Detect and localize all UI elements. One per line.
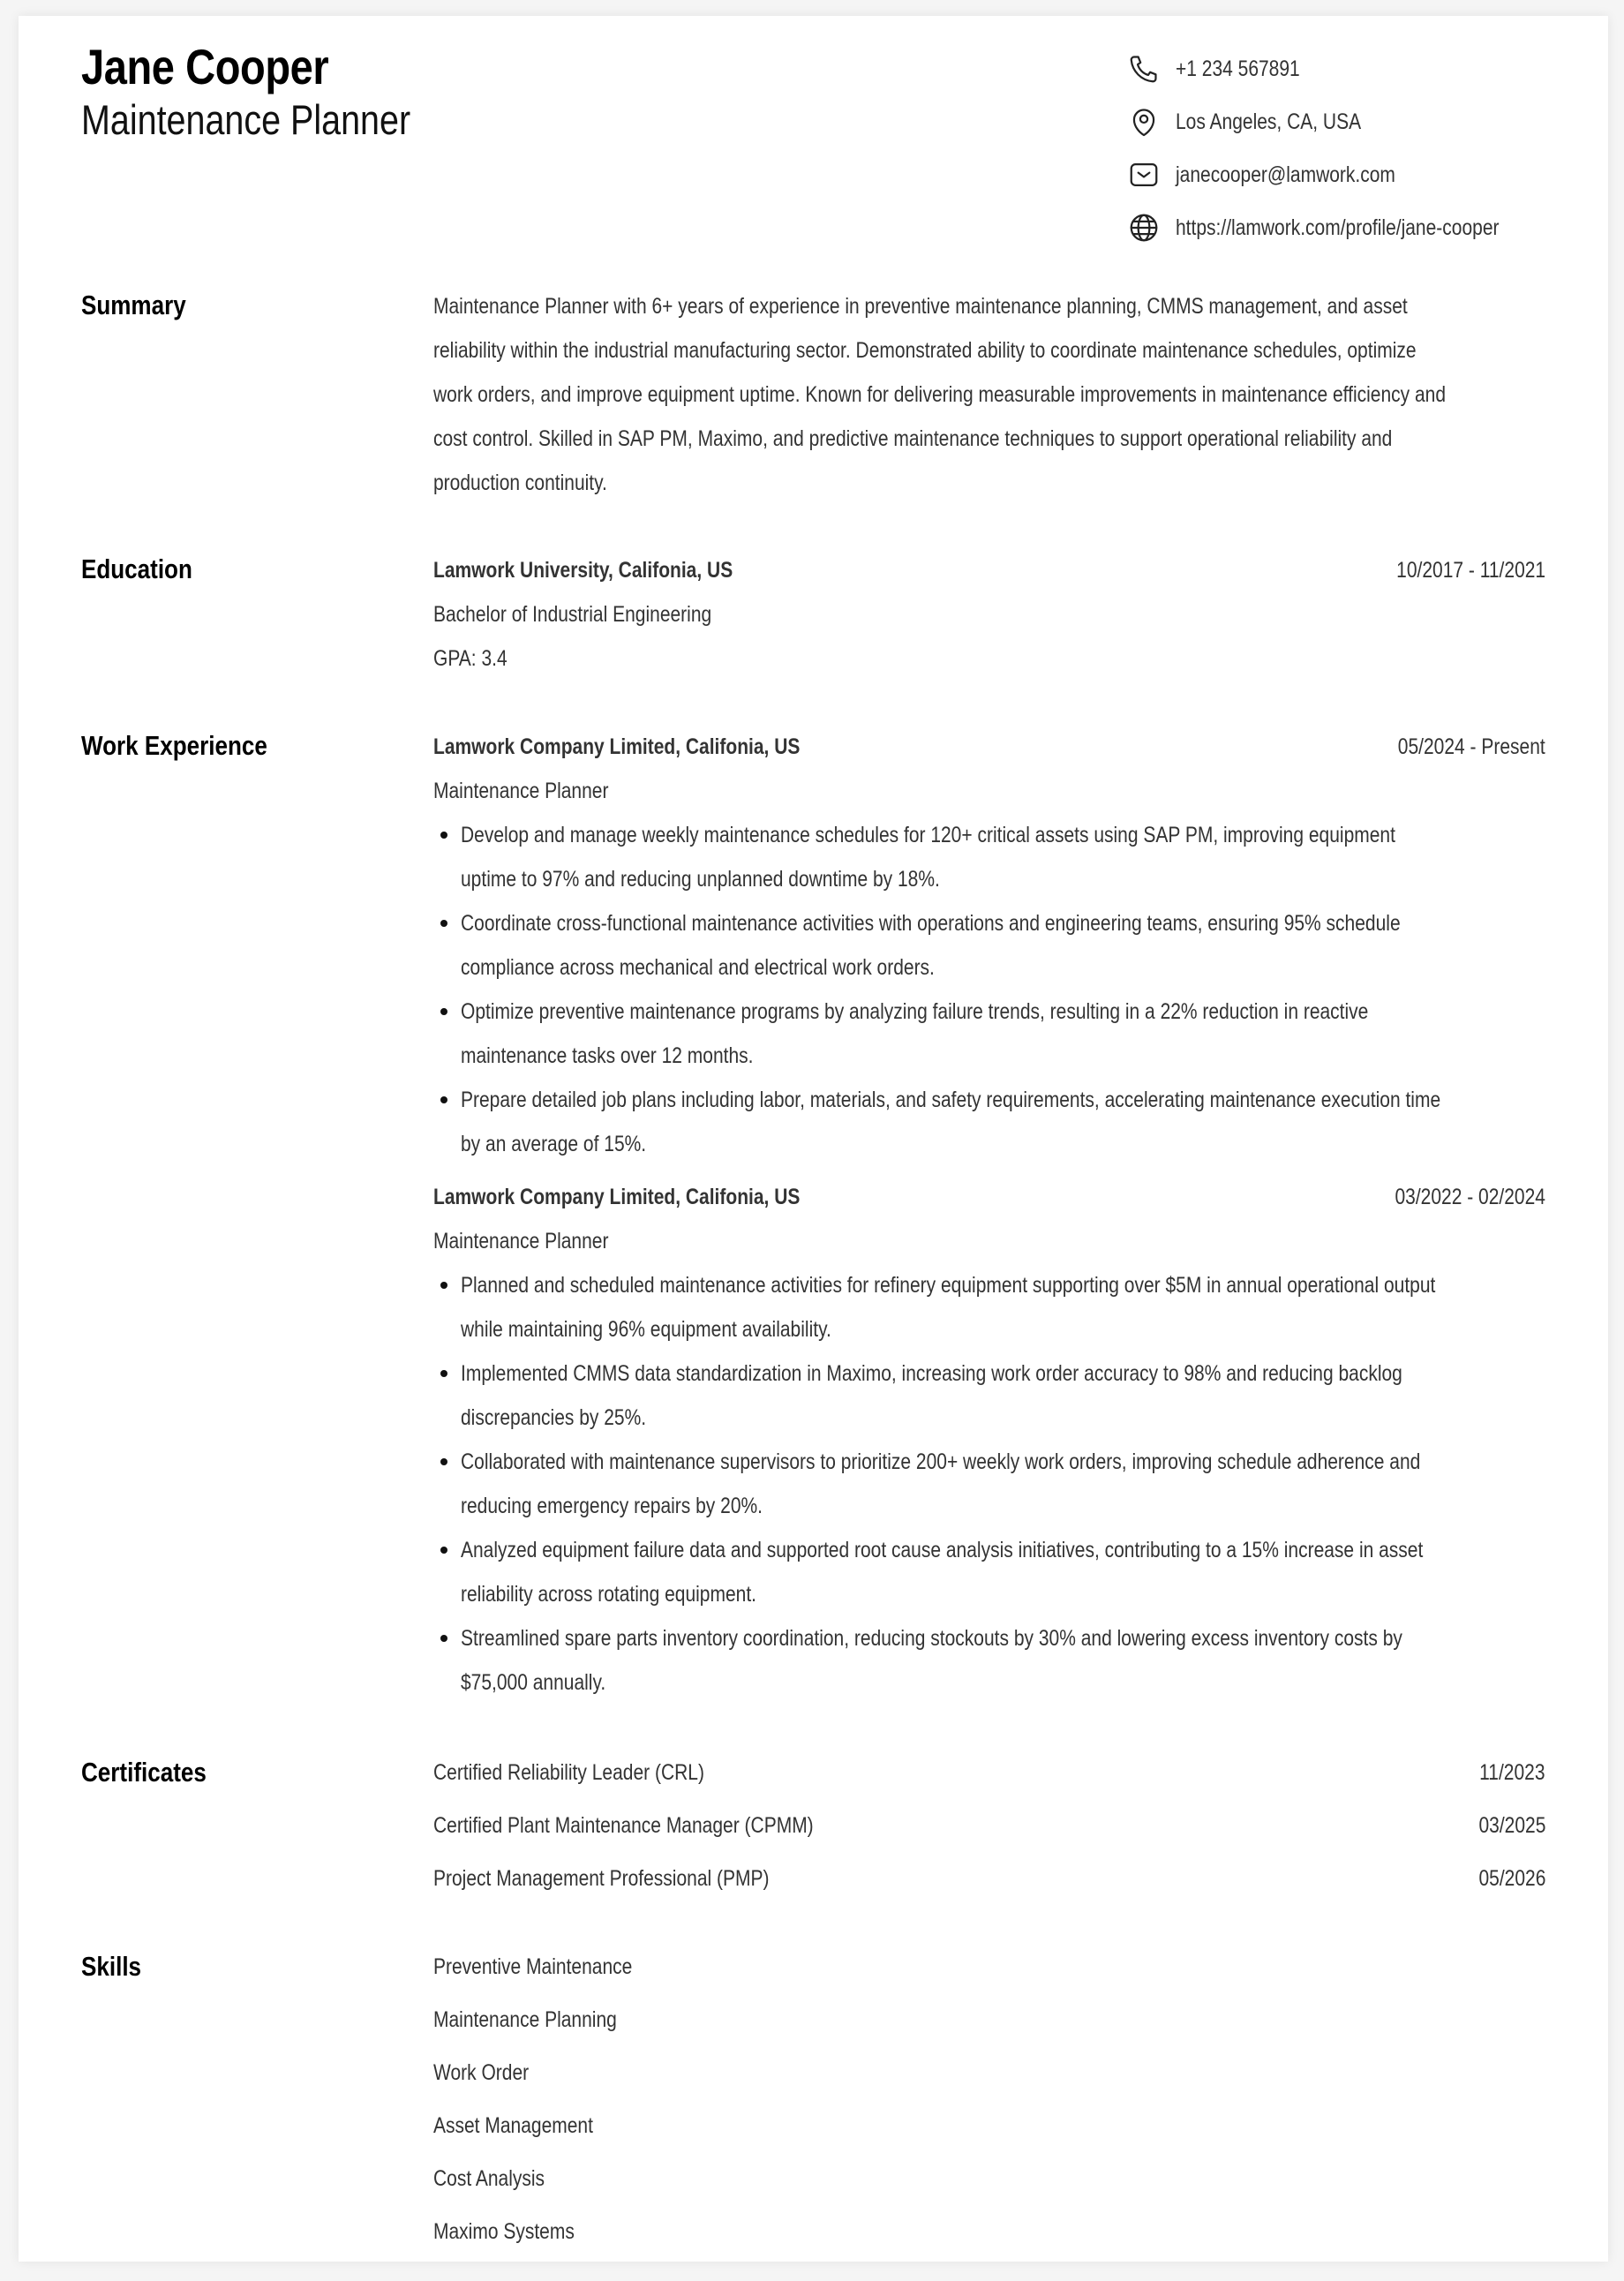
job-company [433,1175,870,1219]
bullet-line: Analyzed equipment failure data and supported root cause analysis initiatives, contributing to a 15% increase in asset [461,1538,1424,1562]
contact-location [1126,95,1560,148]
contact-email [1126,148,1560,201]
certificates-heading [81,1755,230,1790]
bullet-line: by an average of 15%. [461,1132,647,1156]
job-role [433,769,1545,813]
summary-heading-text: Summary [81,290,186,320]
contact-phone [1126,42,1560,95]
certificate-item [433,1799,1545,1852]
job-header-row [433,725,1545,769]
job-dates [1370,725,1545,769]
certificate-item [433,1746,1545,1799]
job-bullet [433,1616,1545,1705]
candidate-title-text: Maintenance Planner [81,96,411,143]
summary-heading [81,288,206,323]
phone-icon [1126,51,1162,87]
skill-text: Preventive Maintenance [433,1954,633,1979]
job-dates [1366,1175,1545,1219]
bullet-line: Implemented CMMS data standardization in Maximo, increasing work order accuracy to 98% and reducing backlog [461,1361,1402,1386]
degree-text: Bachelor of Industrial Engineering [433,602,712,627]
contact-email-text[interactable] [1176,162,1437,188]
job-bullet [433,1440,1545,1528]
certificate-name [433,1746,756,1799]
job-role-text: Maintenance Planner [433,779,609,803]
summary-line: cost control. Skilled in SAP PM, Maximo, and predictive maintenance techniques to support operational reliability and [433,426,1393,451]
skill-item [433,2046,1545,2099]
job-company-text: Lamwork Company Limited, Califonia, US [433,734,801,759]
globe-icon [1126,210,1162,245]
summary-line: reliability within the industrial manufacturing sector. Demonstrated ability to coordinate maintenance schedules, optimize [433,338,1417,363]
contact-list [1126,42,1560,254]
location-icon [1126,104,1162,139]
gpa [433,636,1545,681]
education-dates [1368,548,1545,592]
candidate-name-text: Jane Cooper [81,39,329,94]
website-link[interactable]: https://lamwork.com/profile/jane-cooper [1176,215,1500,240]
job-bullets [433,1263,1545,1705]
school-name [433,548,790,592]
education-body [433,548,1545,681]
education-section [81,552,1564,693]
certificates-section [81,1755,1564,1923]
summary-body [433,284,1545,505]
bullet-icon [440,832,447,839]
email-link[interactable]: janecooper@lamwork.com [1176,162,1395,187]
bullet-line: maintenance tasks over 12 months. [461,1043,754,1068]
bullet-line: Coordinate cross-functional maintenance activities with operations and engineering teams, ensuring 95% schedule [461,911,1401,936]
certificate-date [1466,1852,1545,1905]
certificate-item [433,1852,1545,1905]
skill-item [433,1940,1545,1993]
job-role [433,1219,1545,1263]
bullet-icon [440,1282,447,1289]
mail-icon [1126,157,1162,192]
bullet-line: reliability across rotating equipment. [461,1582,757,1607]
candidate-title [81,94,473,147]
contact-website-text[interactable] [1176,215,1560,241]
bullet-icon [440,1458,447,1465]
resume-page [19,16,1608,2262]
bullet-icon [440,1370,447,1377]
certificate-date-text: 05/2026 [1478,1866,1545,1891]
school-name-text: Lamwork University, Califonia, US [433,558,733,583]
job-bullet [433,990,1545,1078]
job-bullet [433,1263,1545,1351]
certificate-date-text: 11/2023 [1479,1760,1545,1785]
skills-section [81,1949,1564,2267]
bullet-icon [440,1635,447,1642]
job-header-row [433,1175,1545,1219]
summary-line: work orders, and improve equipment uptime. Known for delivering measurable improvements in maintenance efficiency and [433,382,1447,407]
bullet-line: Prepare detailed job plans including labor, materials, and safety requirements, accelerating maintenance execution time [461,1088,1441,1112]
skill-item [433,1993,1545,2046]
certificate-date [1467,1746,1545,1799]
bullet-icon [440,1547,447,1554]
education-heading [81,552,214,587]
skill-text: Maintenance Planning [433,2007,617,2032]
bullet-icon [440,1096,447,1103]
job-bullet [433,1078,1545,1166]
bullet-line: Optimize preventive maintenance programs by analyzing failure trends, resulting in a 22% reduction in reactive [461,999,1369,1024]
summary-text [433,284,1545,505]
summary-line: Maintenance Planner with 6+ years of experience in preventive maintenance planning, CMMS management, and asset [433,294,1408,319]
gpa-text: GPA: 3.4 [433,646,508,671]
skill-text: Asset Management [433,2113,593,2138]
job-bullet [433,1351,1545,1440]
work-experience-body [433,725,1545,1705]
phone-value[interactable]: +1 234 567891 [1176,56,1300,81]
contact-location-text [1176,109,1396,135]
summary-line: production continuity. [433,471,607,495]
job-role-text: Maintenance Planner [433,1229,609,1253]
job-company [433,725,870,769]
job-bullet [433,1528,1545,1616]
job-entry [433,725,1545,1166]
candidate-name [81,35,376,99]
education-heading-text: Education [81,553,192,584]
degree [433,592,1545,636]
bullet-line: compliance across mechanical and electrical work orders. [461,955,935,980]
bullet-line: reducing emergency repairs by 20%. [461,1494,763,1518]
skill-text: Maximo Systems [433,2219,575,2244]
bullet-line: while maintaining 96% equipment availability. [461,1317,831,1342]
skills-heading [81,1949,153,1984]
certificate-date-text: 03/2025 [1478,1813,1545,1838]
work-experience-heading [81,728,303,764]
skill-item [433,2152,1545,2205]
job-bullet [433,813,1545,901]
work-heading-text: Work Experience [81,730,267,761]
certificate-name-text: Project Management Professional (PMP) [433,1866,770,1891]
location-value: Los Angeles, CA, USA [1176,109,1362,134]
job-bullet [433,901,1545,990]
bullet-line: Collaborated with maintenance supervisors to prioritize 200+ weekly work orders, improving schedule adherence and [461,1449,1421,1474]
bullet-line: Planned and scheduled maintenance activities for refinery equipment supporting over $5M in annual operational output [461,1273,1436,1298]
job-dates-text: 05/2024 - Present [1398,734,1545,759]
contact-phone-text[interactable] [1176,56,1324,82]
skills-body [433,1940,1545,2258]
certificate-date [1466,1799,1545,1852]
skill-item [433,2205,1545,2258]
bullet-line: uptime to 97% and reducing unplanned downtime by 18%. [461,867,940,892]
certificates-heading-text: Certificates [81,1757,207,1788]
certificates-body [433,1746,1545,1905]
job-dates-text: 03/2022 - 02/2024 [1395,1185,1545,1209]
skill-text: Work Order [433,2060,530,2085]
certificate-name-text: Certified Reliability Leader (CRL) [433,1760,704,1785]
skill-item [433,2099,1545,2152]
job-company-text: Lamwork Company Limited, Califonia, US [433,1185,801,1209]
certificate-name-text: Certified Plant Maintenance Manager (CPMM) [433,1813,814,1838]
bullet-icon [440,920,447,927]
summary-section [81,288,1564,517]
work-experience-section [81,728,1564,1717]
bullet-icon [440,1008,447,1015]
bullet-line: Streamlined spare parts inventory coordination, reducing stockouts by 30% and lowering excess inventory costs by [461,1626,1402,1651]
contact-website [1126,201,1560,254]
job-entry [433,1175,1545,1705]
skills-heading-text: Skills [81,1951,142,1982]
education-header-row [433,548,1545,592]
certificate-name [433,1799,886,1852]
certificate-name [433,1852,833,1905]
education-dates-text: 10/2017 - 11/2021 [1396,558,1545,583]
skill-text: Cost Analysis [433,2166,545,2191]
bullet-line: $75,000 annually. [461,1670,606,1695]
bullet-line: discrepancies by 25%. [461,1405,647,1430]
job-bullets [433,813,1545,1166]
bullet-line: Develop and manage weekly maintenance schedules for 120+ critical assets using SAP PM, improving equipment [461,823,1395,847]
